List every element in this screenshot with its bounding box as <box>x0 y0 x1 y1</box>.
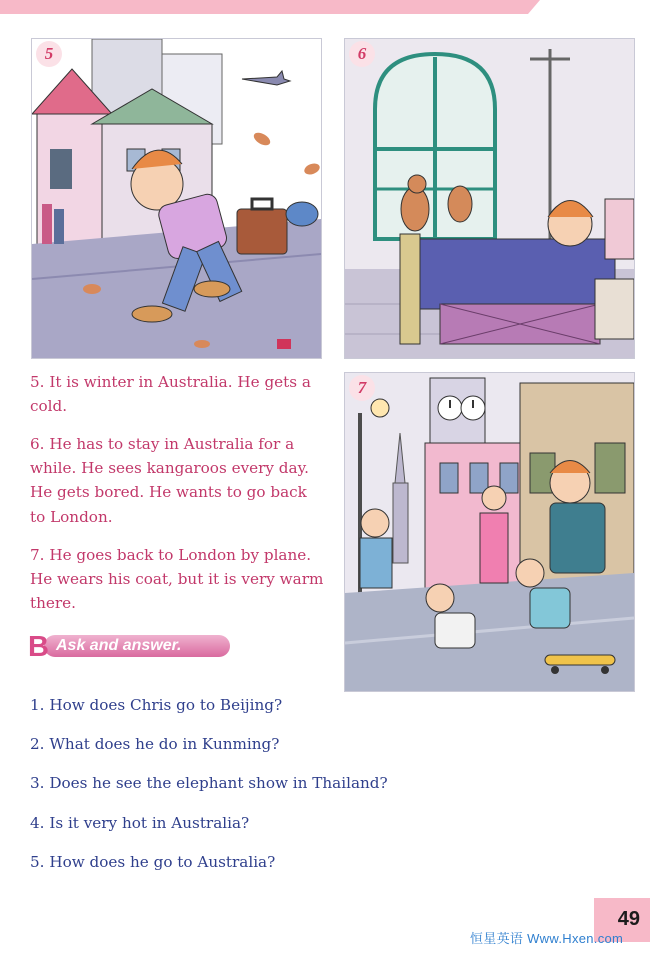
section-letter: B <box>28 631 49 663</box>
illustration-panel-5 <box>31 38 322 359</box>
section-b-banner <box>28 631 232 663</box>
section-title: Ask and answer. <box>44 635 230 657</box>
story-paragraph-5: 5. It is winter in Australia. He gets a cold. <box>30 373 311 416</box>
panel-number-7: 7 <box>349 375 375 401</box>
panel-number-5: 5 <box>36 41 62 67</box>
panel-number-6: 6 <box>349 41 375 67</box>
illustration-windy-street <box>32 39 321 358</box>
watermark: 恒星英语 Www.Hxen.com <box>470 931 624 946</box>
top-decorative-band <box>0 0 528 14</box>
illustration-panel-6 <box>344 38 635 359</box>
question-2: 2. What does he do in Kunming? <box>30 735 280 753</box>
illustration-panel-7 <box>344 372 635 692</box>
story-paragraph-6: 6. He has to stay in Australia for a while. He sees kangaroos every day. He gets bored. He wants to go back to London. <box>30 435 309 526</box>
page-number: 49 <box>617 908 640 930</box>
story-paragraph-7: 7. He goes back to London by plane. He wears his coat, but it is very warm there. <box>30 546 324 613</box>
question-1: 1. How does Chris go to Beijing? <box>30 696 283 714</box>
illustration-warm-london-street <box>345 373 634 691</box>
question-3: 3. Does he see the elephant show in Thailand? <box>30 774 388 792</box>
illustration-sick-in-bed <box>345 39 634 358</box>
question-4: 4. Is it very hot in Australia? <box>30 814 250 832</box>
question-5: 5. How does he go to Australia? <box>30 853 276 871</box>
